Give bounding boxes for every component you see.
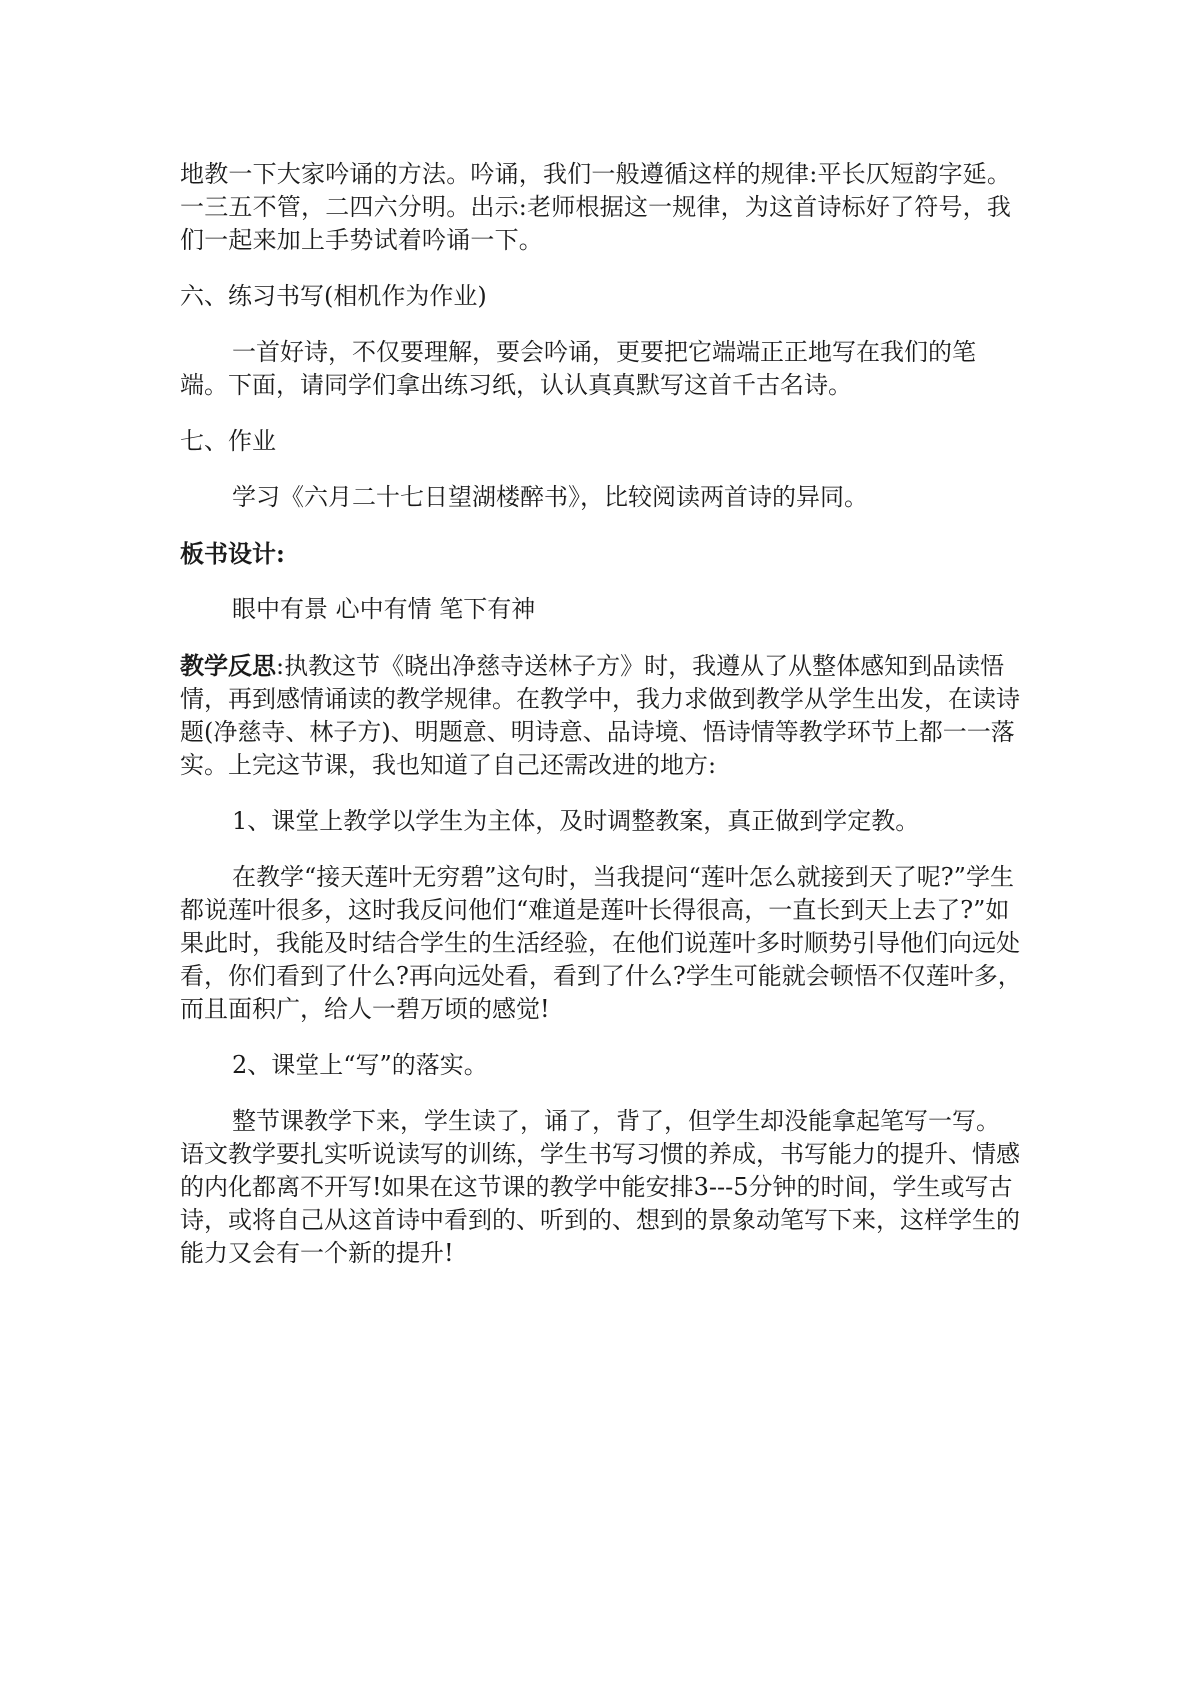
reflection-label: 教学反思: [180, 651, 276, 680]
reflection-paragraph: [180, 649, 1022, 782]
board-design-heading: 板书设计:: [180, 539, 285, 568]
board-design-content: 眼中有景 心中有情 笔下有神: [232, 595, 536, 623]
section-7-paragraph: 学习《六月二十七日望湖楼醉书》，比较阅读两首诗的异同。: [232, 483, 868, 511]
document-page: [180, 158, 1022, 1293]
intro-paragraph: 地教一下大家吟诵的方法。吟诵，我们一般遵循这样的规律:平长仄短韵字延。一三五不管，二四六分明。出示:老师根据这一规律，为这首诗标好了符号，我们一起来加上手势试着吟诵一下。: [180, 160, 1012, 254]
point-2-paragraph: 整节课教学下来，学生读了，诵了，背了，但学生却没能拿起笔写一写。语文教学要扎实听说读写的训练，学生书写习惯的养成，书写能力的提升、情感的内化都离不开写!如果在这节课的教学中能安排3---5分钟的时间，学生或写古诗，或将自己从这首诗中看到的、听到的、想到的景象动笔写下来，这样学生的能力又会有一个新的提升!: [180, 1107, 1020, 1267]
section-6-paragraph: 一首好诗，不仅要理解，要会吟诵，更要把它端端正正地写在我们的笔端。下面，请同学们拿出练习纸，认认真真默写这首千古名诗。: [180, 338, 976, 399]
point-2-heading: 2、课堂上“写”的落实。: [232, 1051, 488, 1079]
reflection-text: :执教这节《晓出净慈寺送林子方》时，我遵从了从整体感知到品读悟情，再到感情诵读的教学规律。在教学中，我力求做到教学从学生出发，在读诗题(净慈寺、林子方)、明题意、明诗意、品诗境、悟诗情等教学环节上都一一落实。上完这节课，我也知道了自己还需改进的地方:: [180, 652, 1020, 779]
section-7-heading: 七、作业: [180, 427, 276, 455]
section-6-heading: 六、练习书写(相机作为作业): [180, 282, 487, 310]
point-1-paragraph: 在教学“接天莲叶无穷碧”这句时，当我提问“莲叶怎么就接到天了呢?”学生都说莲叶很多，这时我反问他们“难道是莲叶长得很高，一直长到天上去了?”如果此时，我能及时结合学生的生活经验，在他们说莲叶多时顺势引导他们向远处看，你们看到了什么?再向远处看，看到了什么?学生可能就会顿悟不仅莲叶多，而且面积广，给人一碧万顷的感觉!: [180, 863, 1022, 1023]
point-1-heading: 1、课堂上教学以学生为主体，及时调整教案，真正做到学定教。: [232, 807, 920, 835]
